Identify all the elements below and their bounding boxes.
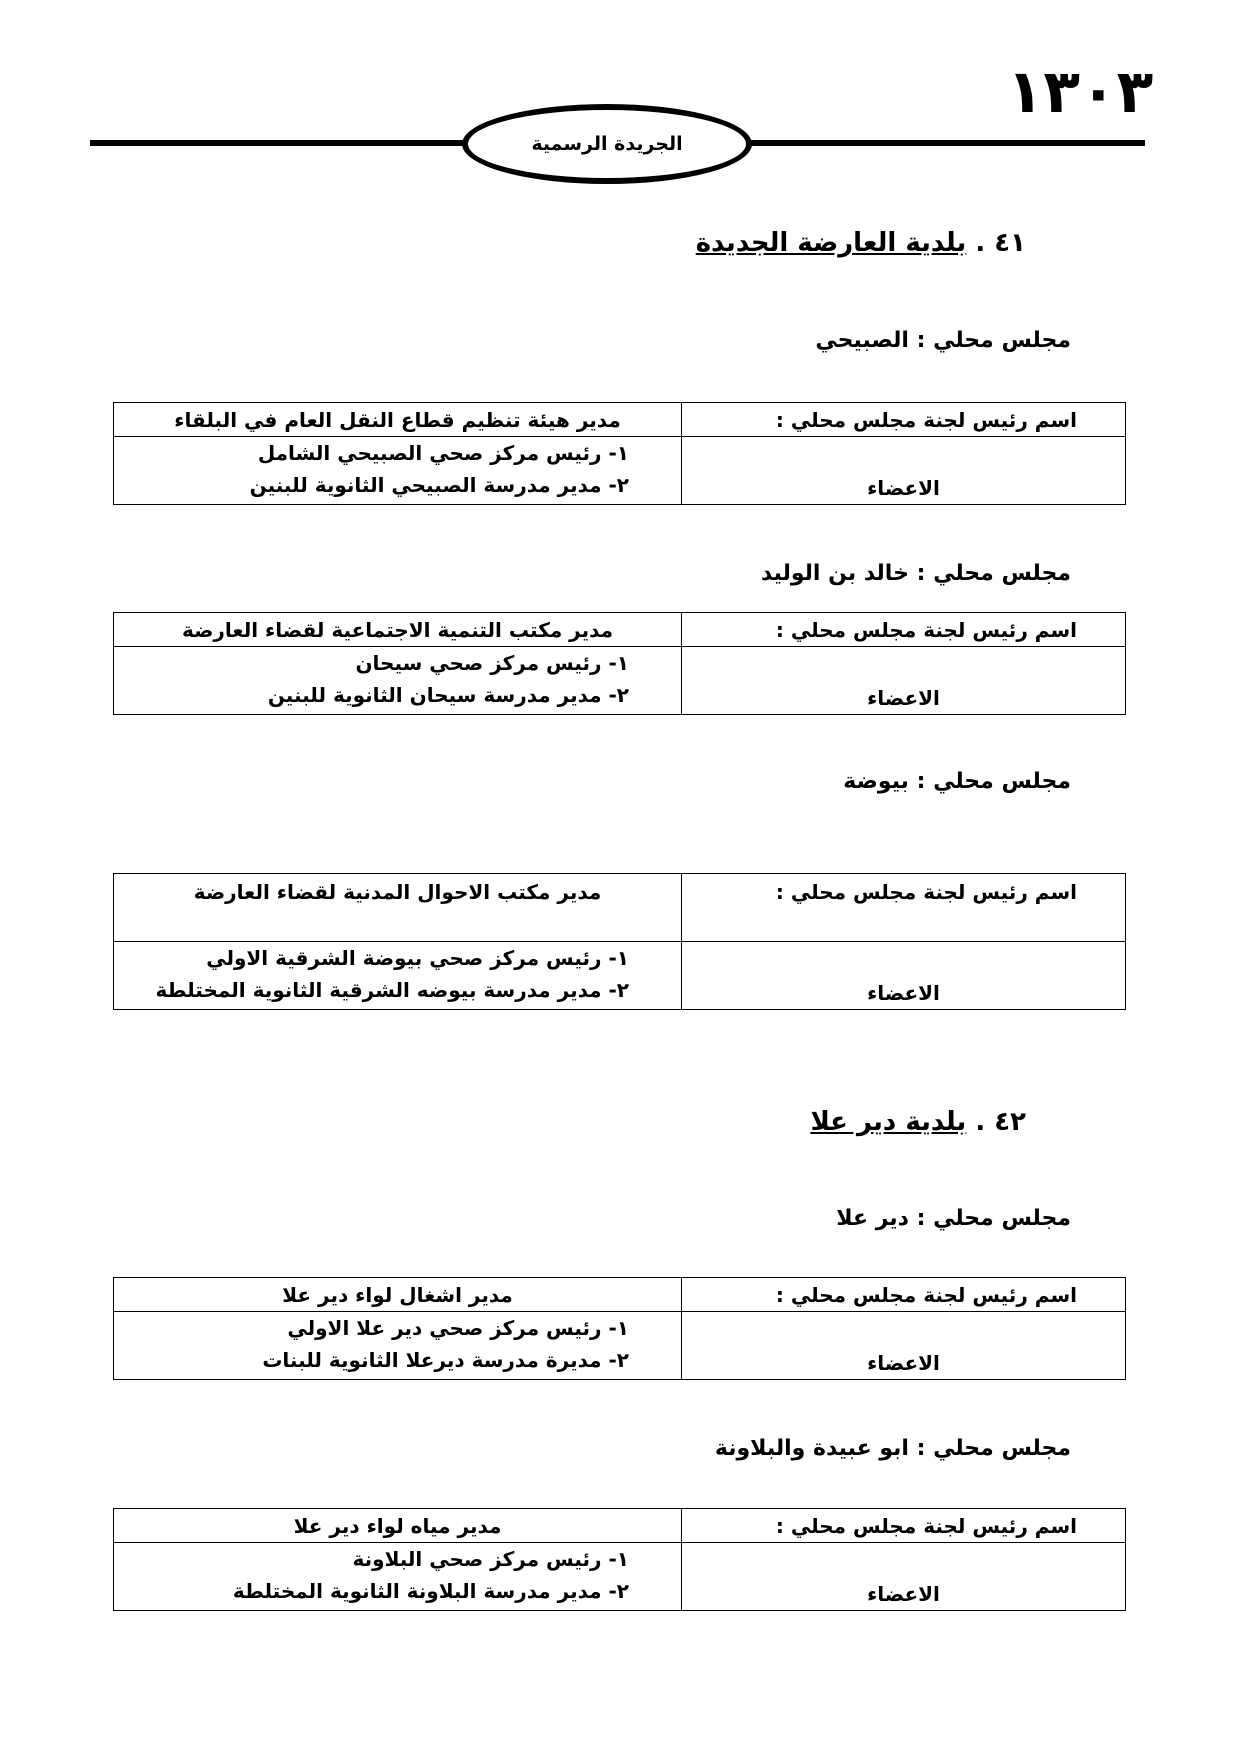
chair-value: مدير مياه لواء دير علا [114, 1509, 682, 1543]
council-table [113, 612, 1126, 715]
council-name: الصبيحي [815, 328, 909, 353]
council-label: مجلس محلي : بيوضة [843, 769, 1071, 794]
council-label: مجلس محلي : خالد بن الوليد [760, 561, 1071, 586]
member-item: ٢- مديرة مدرسة ديرعلا الثانوية للبنات [262, 1348, 629, 1372]
member-item: ٢- مدير مدرسة الصبيحي الثانوية للبنين [249, 473, 629, 497]
members-label: الاعضاء [682, 1312, 1126, 1380]
council-name: ابو عبيدة والبلاونة [714, 1436, 909, 1461]
publication-title-oval [462, 104, 752, 184]
chair-label: اسم رئيس لجنة مجلس محلي : [682, 403, 1126, 437]
section-heading [810, 1107, 1026, 1137]
members-list [114, 647, 682, 715]
members-label: الاعضاء [682, 1543, 1126, 1611]
member-item: ١- رئيس مركز صحي الصبيحي الشامل [257, 441, 629, 465]
chair-value: مدير مكتب التنمية الاجتماعية لقضاء العارضة [114, 613, 682, 647]
council-name: دير علا [836, 1206, 909, 1231]
members-label: الاعضاء [682, 942, 1126, 1010]
member-item: ١- رئيس مركز صحي سيحان [355, 651, 629, 675]
member-item: ٢- مدير مدرسة سيحان الثانوية للبنين [267, 683, 629, 707]
section-number: ٤١ . [975, 228, 1026, 258]
section-heading [696, 228, 1026, 258]
member-item: ١- رئيس مركز صحي البلاونة [352, 1547, 629, 1571]
council-label: مجلس محلي : الصبيحي [815, 328, 1071, 353]
member-item: ١- رئيس مركز صحي دير علا الاولي [287, 1316, 629, 1340]
chair-label: اسم رئيس لجنة مجلس محلي : [682, 874, 1126, 942]
council-label: مجلس محلي : ابو عبيدة والبلاونة [714, 1436, 1071, 1461]
members-list [114, 942, 682, 1010]
chair-label: اسم رئيس لجنة مجلس محلي : [682, 613, 1126, 647]
chair-value: مدير اشغال لواء دير علا [114, 1278, 682, 1312]
council-label: مجلس محلي : دير علا [836, 1206, 1071, 1231]
publication-title: الجريدة الرسمية [531, 133, 683, 155]
council-table [113, 1277, 1126, 1380]
section-number: ٤٢ . [975, 1107, 1026, 1137]
members-list [114, 437, 682, 505]
members-list [114, 1312, 682, 1380]
council-name: خالد بن الوليد [760, 561, 909, 586]
council-table [113, 402, 1126, 505]
council-table [113, 873, 1126, 1010]
council-table [113, 1508, 1126, 1611]
member-item: ٢- مدير مدرسة بيوضه الشرقية الثانوية المختلطة [155, 978, 629, 1002]
member-item: ٢- مدير مدرسة البلاونة الثانوية المختلطة [232, 1579, 629, 1603]
page-number: ١٣٠٣ [1006, 57, 1154, 127]
section-name: بلدية العارضة الجديدة [695, 228, 967, 258]
chair-label: اسم رئيس لجنة مجلس محلي : [682, 1278, 1126, 1312]
chair-value: مدير مكتب الاحوال المدنية لقضاء العارضة [114, 874, 682, 942]
chair-value: مدير هيئة تنظيم قطاع النقل العام في البلقاء [114, 403, 682, 437]
section-name: بلدية دير علا [810, 1107, 967, 1137]
council-name: بيوضة [843, 769, 909, 794]
member-item: ١- رئيس مركز صحي بيوضة الشرقية الاولي [206, 946, 629, 970]
members-label: الاعضاء [682, 647, 1126, 715]
members-label: الاعضاء [682, 437, 1126, 505]
members-list [114, 1543, 682, 1611]
chair-label: اسم رئيس لجنة مجلس محلي : [682, 1509, 1126, 1543]
